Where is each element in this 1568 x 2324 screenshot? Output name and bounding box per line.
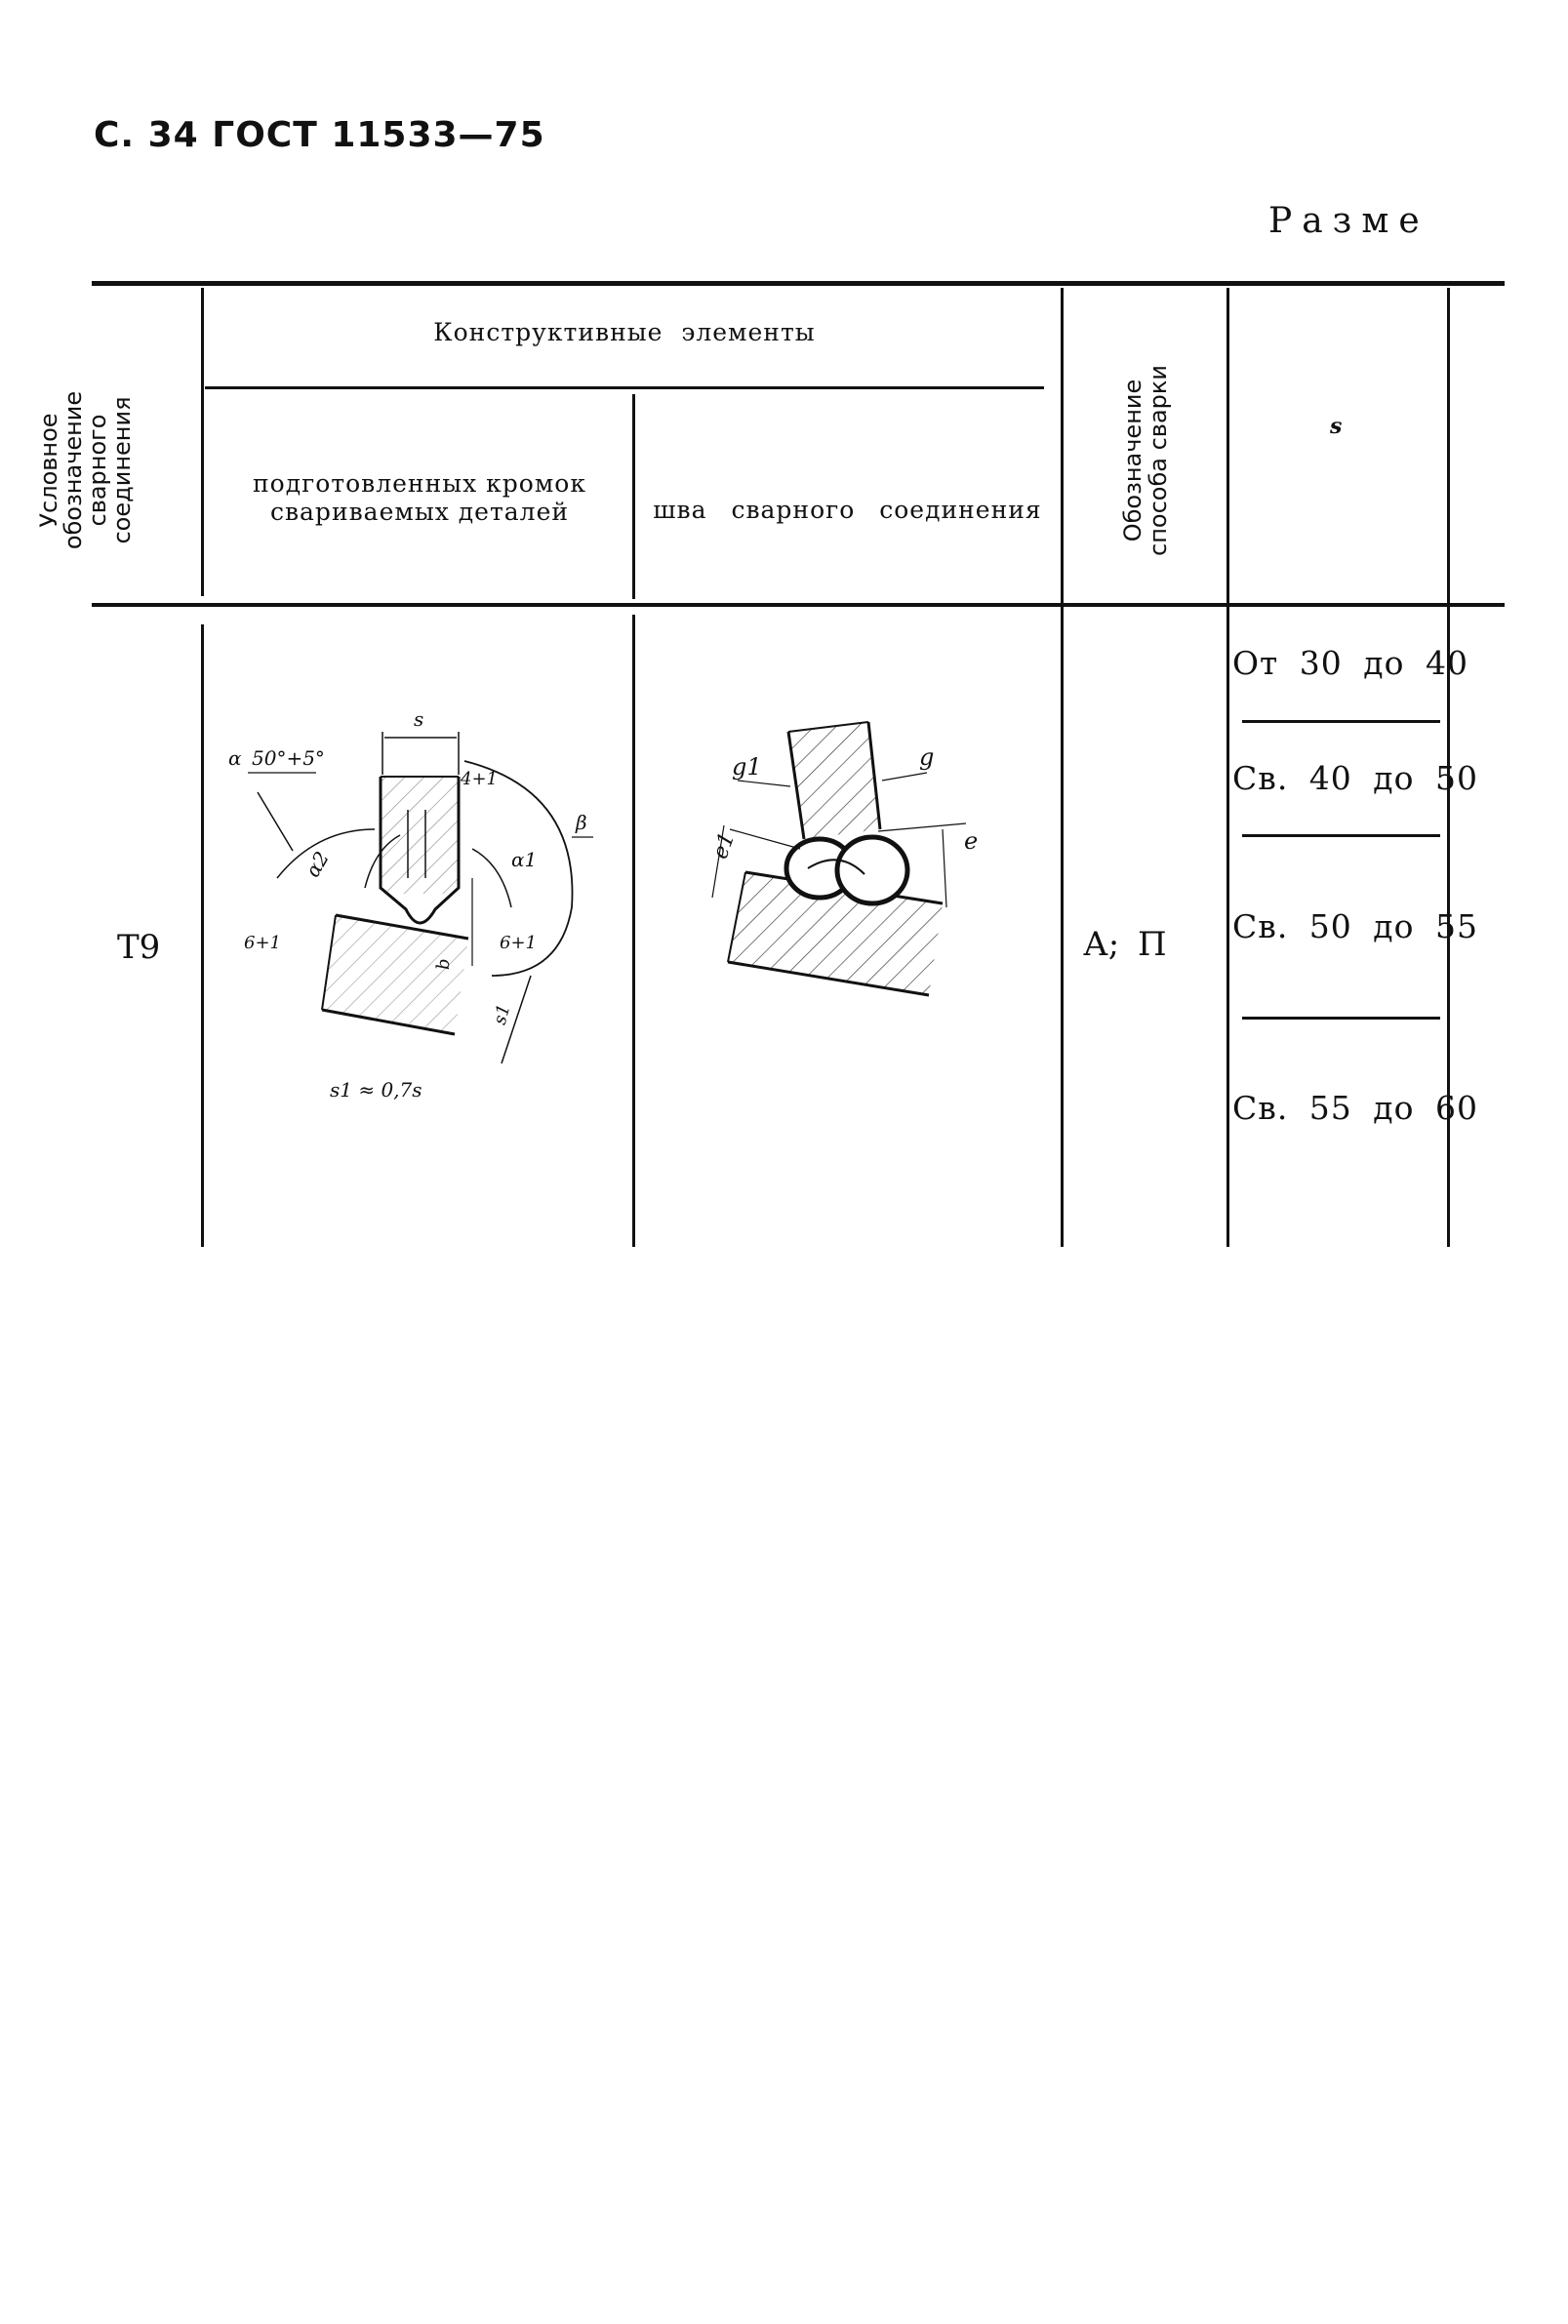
dim-alpha-label: α [228, 746, 242, 770]
header-method-text: Обозначение способа сварки [1119, 365, 1172, 556]
dim-s-label: s [414, 707, 424, 731]
col-divider-3 [1061, 288, 1064, 1247]
range-rule-2 [1242, 834, 1440, 837]
weld-vertical-plate [788, 722, 880, 839]
table-header-rule [92, 603, 1505, 607]
weld-beads [786, 837, 907, 903]
dim-c-left: 6+1 [244, 933, 281, 953]
header-structural-elements: Конструктивные элементы [433, 318, 816, 346]
col-divider-4 [1226, 288, 1229, 1247]
header-weld-seam: шва сварного соединения [653, 496, 1042, 524]
weld-seam-drawing [683, 702, 1005, 1015]
dim-g-label: g [919, 743, 935, 771]
dim-alpha2-label: α2 [301, 847, 334, 882]
welding-method-value: А; П [1083, 925, 1167, 964]
dim-alpha1-label: α1 [511, 848, 538, 871]
vertical-plate [381, 777, 459, 923]
dim-c-top: 4+1 [461, 769, 498, 789]
dim-e1-label: e1 [707, 828, 741, 862]
header-welding-method [1102, 334, 1189, 587]
dim-c-right: 6+1 [500, 933, 537, 953]
edge-preparation-drawing [209, 683, 628, 1112]
col-divider-1b [201, 624, 204, 1247]
table-title-fragment: Разме [1268, 201, 1429, 241]
header-joint-designation [32, 324, 140, 617]
joint-code: Т9 [117, 928, 161, 967]
table-top-rule [92, 281, 1505, 286]
dim-g1-label: g1 [732, 753, 762, 781]
col-divider-1 [201, 288, 204, 596]
thickness-range-4: Св. 55 до 60 [1232, 1089, 1478, 1127]
dim-s1-label: s1 [489, 1002, 515, 1027]
dim-s1-formula: s1 ≈ 0,7s [330, 1078, 422, 1102]
page-reference: С. 34 ГОСТ 11533—75 [94, 115, 545, 155]
dim-alpha-value: 50°+5° [252, 746, 325, 770]
base-plate [322, 915, 468, 1034]
dim-beta-label: β [576, 811, 587, 834]
dim-e-label: e [964, 827, 979, 855]
thickness-range-2: Св. 40 до 50 [1232, 759, 1478, 797]
dim-b-label: b [433, 958, 454, 970]
header-joint-label-text: Условное обозначение сварного соединения [35, 390, 136, 550]
col-divider-2b [632, 615, 635, 1247]
thickness-range-3: Св. 50 до 55 [1232, 907, 1478, 945]
header-prepared-edges: подготовленных кромок свариваемых деталей [253, 469, 586, 526]
col-divider-2 [632, 394, 635, 599]
range-rule-3 [1242, 1017, 1440, 1020]
elements-subheader-rule [205, 386, 1044, 389]
thickness-range-1: От 30 до 40 [1232, 644, 1468, 682]
header-thickness-s: s [1330, 414, 1343, 439]
range-rule-1 [1242, 720, 1440, 723]
